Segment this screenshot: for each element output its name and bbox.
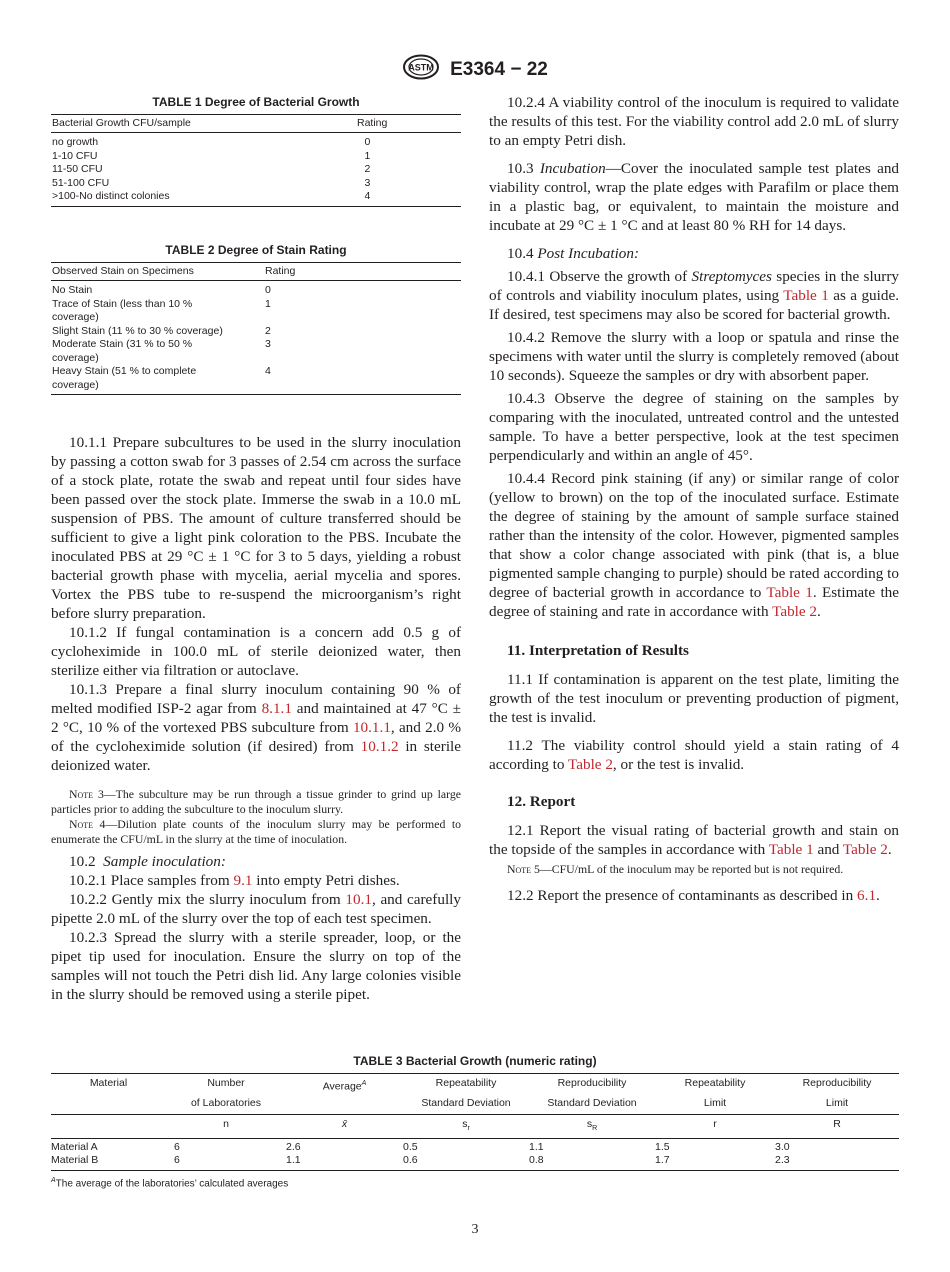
col-header: Reproducibility — [802, 1077, 872, 1089]
table-row — [51, 298, 461, 325]
text: 10.2.1 Place samples from — [69, 872, 234, 889]
table-link[interactable]: Table 2 — [842, 841, 888, 858]
paragraph-10-2-2 — [51, 890, 461, 928]
section-11-heading: 11. Interpretation of Results — [507, 642, 689, 659]
text: —Cover the inoculated sample test plates and viability control, wrap the plate edges with Parafilm or place them in a plastic bag, or equivalent, to maintain the moisture and incubate at 29 °C ± 1 °C and at least 80 % RH for 14 days. — [489, 160, 900, 234]
text: into empty Petri dishes. — [252, 872, 400, 889]
table-cell: 3 — [364, 176, 371, 189]
col-header: Limit — [825, 1096, 849, 1109]
paragraph-10-4-4 — [489, 469, 899, 621]
text: 12.1 Report the visual rating of bacterial growth and stain on the topside of the samples in accordance with — [489, 822, 899, 858]
table-cell: >100-No distinct colonies — [52, 190, 170, 202]
col-header: Material — [89, 1077, 128, 1089]
paragraph-10-4-1 — [489, 267, 899, 324]
text: 3—The subculture may be run through a tissue grinder to grind up large particles prior to adding the subculture to the inoculum slurry. — [51, 787, 461, 816]
note-label: Note — [507, 862, 532, 876]
header-row — [51, 1074, 899, 1094]
symbol-row — [51, 1114, 899, 1138]
footnote-marker: A — [51, 1176, 56, 1184]
table-cell: 2 — [364, 163, 371, 175]
col-header — [286, 1097, 403, 1110]
section-link[interactable]: 10.1.2 — [360, 738, 399, 755]
table-cell — [51, 325, 265, 339]
table-cell: 3.0 — [775, 1140, 790, 1153]
table-cell: 0.8 — [529, 1154, 544, 1167]
symbol-cell: r — [713, 1117, 717, 1130]
table-cell: 1.5 — [655, 1140, 670, 1153]
table-cell: 1 — [364, 149, 371, 162]
text: , and 2.0 % of the cycloheximide solution (if desired) from — [51, 719, 461, 755]
text: . Estimate the degree of staining and rate in accordance with — [489, 584, 900, 620]
paragraph-10-3 — [489, 159, 899, 235]
table-cell: 1.1 — [529, 1140, 544, 1153]
page-number: 3 — [471, 1222, 479, 1237]
symbol-cell: x̄ — [341, 1117, 348, 1130]
note-5 — [489, 862, 899, 877]
table-2-caption: TABLE 2 Degree of Stain Rating — [165, 243, 347, 257]
table-cell — [51, 365, 265, 392]
table-1 — [51, 95, 461, 207]
symbol-cell — [403, 1117, 529, 1136]
text: 4—Dilution plate counts of the inoculum slurry may be performed to enumerate the CFU/mL in the slurry at the time of inoculation. — [51, 817, 461, 846]
note-3 — [51, 787, 461, 817]
table-cell: 6 — [174, 1140, 180, 1153]
paragraph-10-2-3: 10.2.3 Spread the slurry with a sterile spreader, loop, or the pipet tip used for inoculation. Ensure the slurry on top of the samples will not touch the Petri dish lid. Any large colonies visible in the slurry should be removed using a sterile pipet. — [51, 929, 461, 1003]
note-label: Note — [69, 817, 94, 831]
logo-text: ASTM — [408, 62, 434, 73]
col-header: Repeatability — [435, 1077, 497, 1089]
table-1-header — [51, 114, 461, 133]
table-cell: 4 — [265, 365, 271, 377]
section-title: Post Incubation: — [537, 245, 640, 262]
text: and — [813, 841, 843, 858]
table-row — [51, 136, 461, 150]
table-1-body — [51, 133, 461, 207]
paragraph-10-1-2: 10.1.2 If fungal contamination is a concern add 0.5 g of cycloheximide in 100.0 mL of sterile deionized water, then sterilize either via filtration or autoclave. — [51, 624, 461, 679]
paragraph-10-4-2: 10.4.2 Remove the slurry with a loop or spatula and rinse the specimens with water until the slurry is completely removed (about 10 seconds). Squeeze the samples or dry with absorbent paper. — [489, 329, 899, 384]
text: . — [887, 841, 892, 858]
text: species in the slurry of controls and viability inoculum plates, using — [489, 268, 899, 304]
table-link[interactable]: Table 1 — [783, 287, 829, 304]
table-2-header — [51, 262, 461, 281]
paragraph-10-1-3 — [51, 680, 461, 775]
paragraph-10-1-1: 10.1.1 Prepare subcultures to be used in the slurry inoculation by passing a cotton swab for 3 passes of 2.54 cm across the surface of a stock plate, rotate the swab and repeat until four sides have been passed over the stock plate. Immerse the swab in a 10.0 mL suspension of PBS. The amount of culture transferred should be sufficient to give a light pink coloration to the PBS. Incubate the inoculated PBS at 29 °C ± 1 °C for 3 to 5 days, yielding a robust bacterial growth phase with mycelia, aerial mycelia and spores. Vortex the PBS tube to re-suspend the microorganism’s right before slurry preparation. — [51, 434, 461, 622]
section-10-4-heading — [489, 244, 899, 263]
cell-line: Slight Stain (11 % to 30 % coverage) — [52, 324, 223, 337]
col-header: of Laboratories — [190, 1096, 262, 1109]
text: 10.2.2 Gently mix the slurry inoculum from — [69, 891, 346, 908]
table-3-header — [51, 1073, 899, 1139]
note-4 — [51, 817, 461, 847]
table-link[interactable]: Table 1 — [766, 584, 813, 601]
table-cell: 0 — [364, 136, 371, 148]
table-cell: 2.3 — [775, 1154, 790, 1167]
species-name: Streptomyces — [691, 268, 772, 285]
section-link[interactable]: 6.1 — [857, 887, 877, 904]
table-cell: Material B — [51, 1154, 99, 1167]
paragraph-12-1 — [489, 821, 899, 859]
text: 10.1.3 Prepare a final slurry inoculum containing 90 % of melted modified ISP-2 agar from — [51, 681, 461, 717]
page-header — [0, 54, 950, 85]
table-cell: 51-100 CFU — [52, 176, 110, 189]
table-cell: 1.1 — [286, 1154, 301, 1167]
col-header — [51, 1097, 166, 1110]
note-label: Note — [69, 787, 94, 801]
symbol: s — [462, 1117, 468, 1130]
cell-line: coverage) — [52, 351, 99, 364]
table-cell: 2.6 — [286, 1140, 301, 1153]
text: 12.2 Report the presence of contaminants as described in — [507, 887, 858, 904]
header-row — [51, 1094, 899, 1114]
table-3 — [51, 1054, 899, 1189]
right-column — [489, 93, 899, 905]
col-header: Repeatability — [684, 1077, 746, 1089]
section-title: Sample inoculation: — [103, 853, 226, 870]
table-row — [51, 1141, 899, 1155]
table-cell: 2 — [265, 324, 271, 337]
table-cell: 3 — [265, 338, 271, 350]
paragraph-10-2-4: 10.2.4 A viability control of the inoculum is required to validate the results of this test. For the viability control add 2.0 mL of slurry to an empty Petri dish. — [489, 94, 899, 149]
table-cell: Material A — [51, 1140, 98, 1153]
text: 10.4.1 Observe the growth of — [507, 268, 692, 285]
footnote-text: The average of the laboratories’ calculated averages — [55, 1177, 289, 1189]
table-cell: 0.5 — [403, 1140, 418, 1153]
text: 11.2 The viability control should yield a stain rating of 4 according to — [489, 737, 899, 773]
cell-line: Trace of Stain (less than 10 % — [52, 297, 193, 310]
cell-line: coverage) — [52, 378, 99, 391]
table-row — [51, 150, 461, 164]
table-row — [51, 338, 461, 365]
cell-line: Moderate Stain (31 % to 50 % — [52, 338, 193, 350]
text: in sterile deionized water. — [51, 738, 462, 774]
table-cell: 4 — [364, 190, 371, 202]
cell-line: Heavy Stain (51 % to complete — [52, 365, 197, 377]
col-header: Reproducibility — [557, 1077, 627, 1089]
table-cell: 6 — [174, 1154, 180, 1167]
table-row — [51, 284, 461, 298]
symbol-subscript: r — [467, 1124, 470, 1132]
table-2-body — [51, 281, 461, 395]
section-link[interactable]: 10.1 — [345, 891, 372, 908]
section-number: 10.2 — [69, 853, 96, 870]
paragraph-11-2 — [489, 736, 899, 774]
table-row — [51, 1154, 899, 1168]
text: 10.4.4 Record pink staining (if any) or similar range of color (yellow to brown) on the top of the inoculated surface. Estimate the degree of staining by the amount of sample surface stained rather than the intensity of the color. However, pigmented samples that show a color change associated with pink (that is, a blue pigmented sample changing to purple) should be rated according to degree of bacterial growth in accordance to — [489, 470, 899, 601]
table-cell: 0.6 — [403, 1154, 418, 1167]
table-row — [51, 325, 461, 339]
symbol-subscript: R — [592, 1124, 598, 1132]
table-cell: 1-10 CFU — [52, 149, 98, 162]
section-link[interactable]: 9.1 — [233, 872, 253, 889]
section-number: 10.3 — [507, 160, 534, 177]
section-link[interactable]: 8.1.1 — [261, 700, 292, 717]
table-1-col-header: Rating — [357, 117, 388, 129]
table-link[interactable]: Table 2 — [568, 756, 613, 773]
col-header: Number — [207, 1077, 245, 1089]
paragraph-12-2 — [489, 886, 899, 905]
paragraph-10-4-3: 10.4.3 Observe the degree of staining on the samples by comparing with the inoculated, untreated control and the untested sample. To have a better perspective, look at the test specimen perpendicularly and within an angle of 45°. — [489, 390, 899, 464]
table-row — [51, 190, 461, 204]
section-link[interactable]: 10.1.1 — [352, 719, 391, 736]
table-3-footnote — [51, 1177, 899, 1189]
table-cell: 1 — [265, 297, 271, 310]
col-header: Limit — [703, 1096, 727, 1109]
paragraph-10-2-1 — [51, 871, 461, 890]
section-12-heading: 12. Report — [507, 793, 576, 810]
symbol: s — [586, 1117, 593, 1130]
table-3-caption: TABLE 3 Bacterial Growth (numeric rating) — [353, 1054, 597, 1068]
table-cell: 11-50 CFU — [52, 163, 103, 175]
col-header: Standard Deviation — [421, 1096, 511, 1109]
text: and maintained at 47 °C ± 2 °C, 10 % of the vortexed PBS subculture from — [51, 700, 461, 736]
table-row — [51, 177, 461, 191]
table-1-col-header: Bacterial Growth CFU/sample — [52, 117, 191, 129]
section-number: 10.4 — [507, 245, 534, 262]
table-3-body — [51, 1139, 899, 1171]
col-header: Standard Deviation — [547, 1096, 637, 1109]
table-2-col-header: Rating — [265, 265, 296, 277]
footnote-marker: A — [361, 1080, 367, 1087]
text: as a guide. If desired, test specimens may also be scored for bacterial growth. — [489, 287, 899, 323]
section-title: Incubation — [539, 160, 606, 177]
left-column — [51, 433, 461, 1004]
text: , and carefully pipette 2.0 mL of the slurry over the top of each test specimen. — [51, 891, 461, 927]
symbol-cell: R — [833, 1117, 841, 1130]
table-cell: 1.7 — [655, 1154, 670, 1167]
cell-line: coverage) — [52, 311, 99, 323]
section-10-2-heading — [51, 852, 461, 871]
astm-logo-icon — [402, 54, 440, 85]
table-1-caption: TABLE 1 Degree of Bacterial Growth — [152, 95, 360, 109]
table-cell: no growth — [52, 136, 99, 148]
symbol-cell: n — [223, 1117, 229, 1130]
text: , or the test is invalid. — [612, 756, 745, 773]
text: . — [876, 887, 880, 904]
table-link[interactable]: Table 2 — [772, 603, 818, 620]
header-text: Average — [322, 1080, 362, 1093]
table-2-col-header: Observed Stain on Specimens — [52, 265, 194, 277]
col-header — [286, 1077, 403, 1094]
table-2 — [51, 243, 461, 395]
symbol-cell — [51, 1117, 166, 1136]
document-code: E3364 − 22 — [450, 58, 548, 80]
symbol-cell — [529, 1117, 655, 1136]
table-row — [51, 365, 461, 392]
table-cell — [51, 298, 265, 325]
text: . — [817, 603, 821, 620]
paragraph-11-1: 11.1 If contamination is apparent on the test plate, limiting the growth of the test inoculum or preventing production of pigment, the test is invalid. — [489, 671, 899, 726]
table-row — [51, 163, 461, 177]
text: 5—CFU/mL of the inoculum may be reported but is not required. — [531, 862, 844, 876]
table-cell — [51, 284, 265, 298]
table-cell: 0 — [265, 284, 271, 296]
cell-line: No Stain — [52, 284, 93, 296]
table-link[interactable]: Table 1 — [768, 841, 814, 858]
table-cell — [51, 338, 265, 365]
